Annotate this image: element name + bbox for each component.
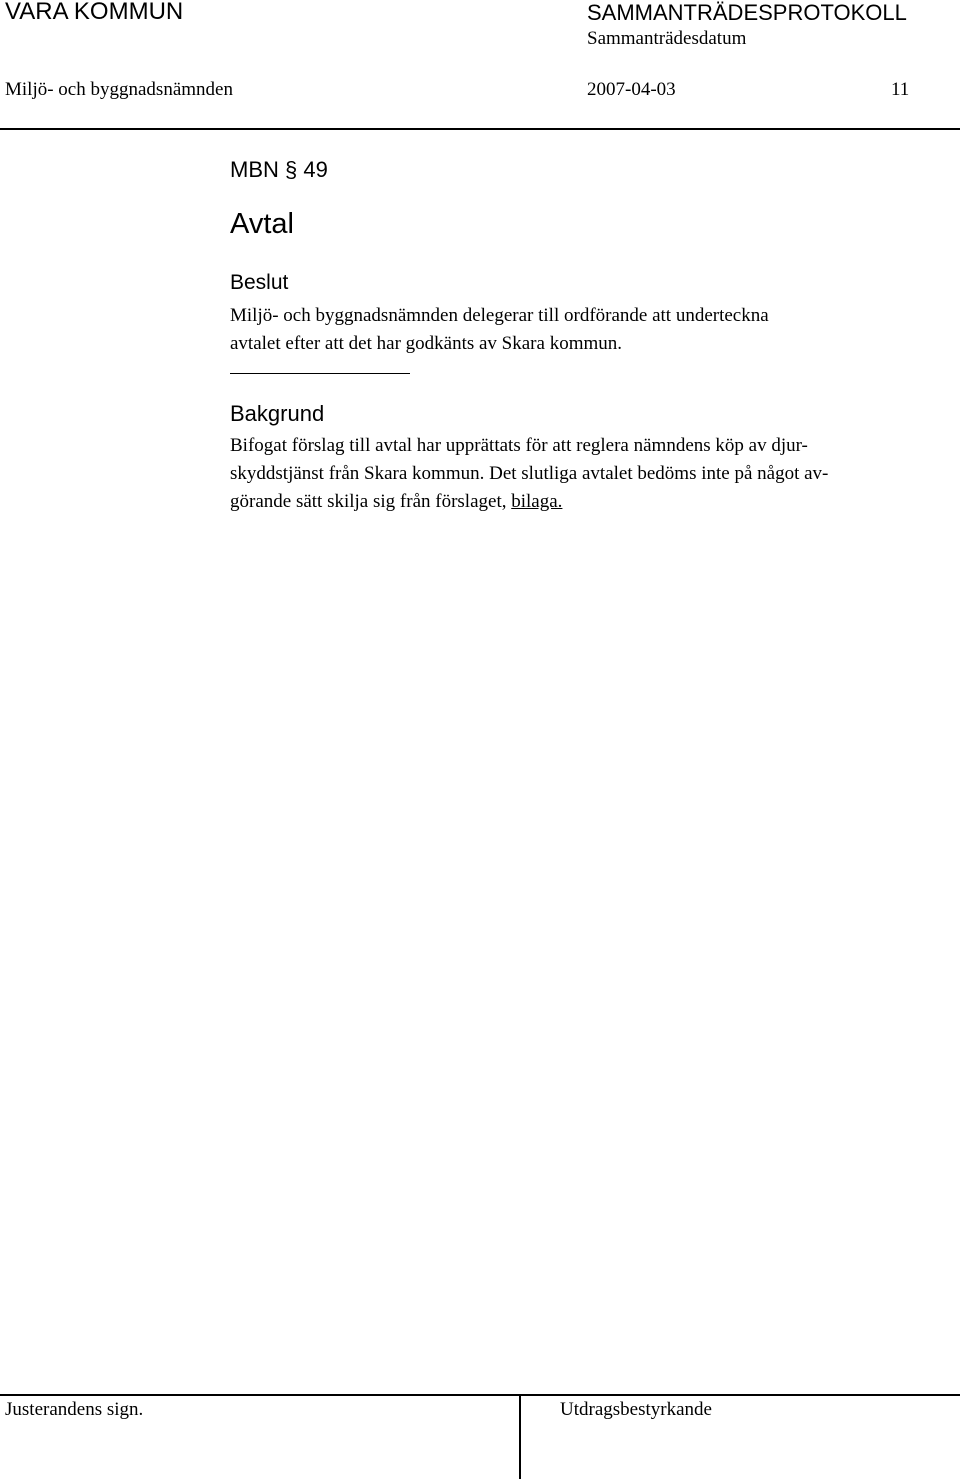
document-type: SAMMANTRÄDESPROTOKOLL — [587, 0, 907, 25]
header-divider — [0, 128, 960, 130]
decision-text — [230, 302, 930, 358]
background-heading: Bakgrund — [230, 401, 325, 426]
decision-line: Miljö- och byggnadsnämnden delegerar till ordförande att underteckna — [230, 305, 769, 326]
adjuster-signature-label: Justerandens sign. — [5, 1399, 144, 1420]
section-title: Avtal — [230, 208, 294, 240]
background-line: skyddstjänst från Skara kommun. Det slutliga avtalet bedöms inte på något av- — [230, 463, 829, 484]
meeting-date-label: Sammanträdesdatum — [587, 28, 747, 49]
meeting-date: 2007-04-03 — [587, 79, 676, 100]
background-line-text: görande sätt skilja sig från förslaget, — [230, 491, 512, 512]
decision-heading: Beslut — [230, 271, 289, 294]
paragraph-id: MBN § 49 — [230, 157, 328, 182]
org-name: VARA KOMMUN — [5, 0, 184, 25]
background-line — [230, 488, 930, 516]
footer-column-divider — [519, 1394, 521, 1479]
extract-certification-label: Utdragsbestyrkande — [560, 1399, 712, 1420]
background-text — [230, 432, 930, 516]
decision-line: avtalet efter att det har godkänts av Skara kommun. — [230, 333, 623, 354]
committee-name: Miljö- och byggnadsnämnden — [5, 79, 233, 100]
footer-divider — [0, 1394, 960, 1396]
background-line: Bifogat förslag till avtal har upprättats för att reglera nämndens köp av djur- — [230, 435, 808, 456]
attachment-link[interactable]: bilaga. — [511, 491, 563, 512]
page-number: 11 — [891, 79, 910, 100]
section-separator — [230, 373, 410, 374]
